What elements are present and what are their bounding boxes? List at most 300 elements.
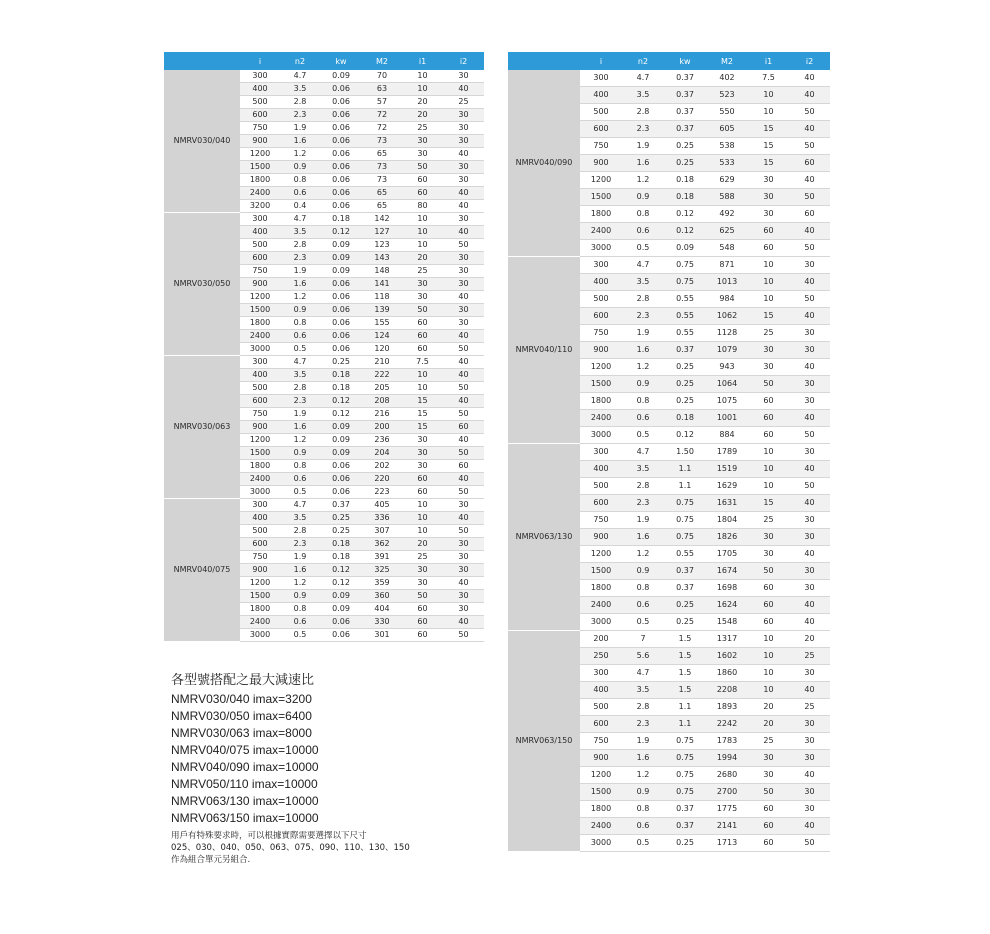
table-cell: 402 [706, 70, 748, 87]
table-cell: 400 [240, 369, 280, 382]
table-cell: 10 [748, 461, 789, 478]
table-cell: 2400 [580, 223, 622, 240]
table-cell: 118 [362, 291, 402, 304]
table-row [164, 356, 484, 369]
table-cell: 0.18 [320, 538, 362, 551]
table-cell: 2.3 [622, 121, 664, 138]
table-cell: 750 [580, 512, 622, 529]
table-cell: 73 [362, 174, 402, 187]
table-cell: 40 [789, 818, 830, 835]
table-cell: 0.18 [320, 551, 362, 564]
table-cell: 1500 [580, 189, 622, 206]
table-cell: 1.9 [622, 138, 664, 155]
table-cell: 60 [402, 603, 443, 616]
table-cell: 0.37 [664, 342, 706, 359]
table-cell: 750 [580, 733, 622, 750]
table-cell: 0.12 [664, 206, 706, 223]
table-cell: 1800 [580, 801, 622, 818]
table-cell: 2400 [240, 473, 280, 486]
table-cell: 1.5 [664, 631, 706, 648]
table-cell: 30 [789, 342, 830, 359]
table-cell: 30 [748, 529, 789, 546]
model-cell: NMRV040/075 [164, 499, 240, 642]
table-cell: 0.5 [622, 240, 664, 257]
table-cell: 40 [789, 597, 830, 614]
table-cell: 0.09 [664, 240, 706, 257]
table-cell: 139 [362, 304, 402, 317]
table-row [164, 213, 484, 226]
table-cell: 2.8 [622, 104, 664, 121]
table-cell: 0.18 [320, 382, 362, 395]
table-cell: 60 [402, 317, 443, 330]
table-cell: 0.25 [320, 512, 362, 525]
table-cell: 301 [362, 629, 402, 642]
table-cell: 1064 [706, 376, 748, 393]
table-cell: 0.06 [320, 83, 362, 96]
table-cell: 1.1 [664, 716, 706, 733]
table-cell: 0.75 [664, 495, 706, 512]
table-cell: 10 [402, 512, 443, 525]
table-cell: 10 [402, 213, 443, 226]
table-cell: 1200 [580, 359, 622, 376]
table-cell: 0.06 [320, 148, 362, 161]
table-cell: 1705 [706, 546, 748, 563]
table-cell: 50 [443, 486, 484, 499]
table-cell: 60 [443, 460, 484, 473]
table-cell: 208 [362, 395, 402, 408]
table-cell: 900 [240, 278, 280, 291]
table-cell: 750 [240, 265, 280, 278]
table-cell: 1800 [580, 580, 622, 597]
table-cell: 0.9 [622, 784, 664, 801]
table-cell: 884 [706, 427, 748, 444]
table-cell: 492 [706, 206, 748, 223]
reduction-table-left [164, 52, 484, 642]
table-cell: 0.37 [664, 563, 706, 580]
table-cell: 10 [748, 87, 789, 104]
table-cell: 40 [789, 767, 830, 784]
table-cell: 0.5 [280, 629, 320, 642]
table-cell: 15 [402, 395, 443, 408]
column-header: kw [664, 52, 706, 70]
table-cell: 0.12 [664, 223, 706, 240]
table-cell: 2242 [706, 716, 748, 733]
table-cell: 40 [443, 512, 484, 525]
table-cell: 0.09 [320, 265, 362, 278]
table-cell: 2400 [240, 616, 280, 629]
table-cell: 40 [443, 148, 484, 161]
table-cell: 1.1 [664, 461, 706, 478]
table-cell: 30 [789, 784, 830, 801]
table-cell: 0.06 [320, 174, 362, 187]
notes-line: NMRV063/130 imax=10000 [171, 794, 319, 808]
table-cell: 200 [362, 421, 402, 434]
table-cell: 600 [240, 109, 280, 122]
table-cell: 1.6 [622, 750, 664, 767]
table-cell: 30 [402, 447, 443, 460]
table-cell: 0.55 [664, 325, 706, 342]
table-cell: 1860 [706, 665, 748, 682]
table-cell: 15 [748, 155, 789, 172]
footnote-line: 用戶有特殊要求時，可以根據實際需要選擇以下尺寸 [171, 831, 367, 841]
table-cell: 50 [402, 590, 443, 603]
table-cell: 0.12 [664, 427, 706, 444]
table-cell: 20 [748, 699, 789, 716]
table-cell: 30 [748, 189, 789, 206]
table-cell: 200 [580, 631, 622, 648]
table-cell: 30 [748, 342, 789, 359]
notes-title: 各型號搭配之最大減速比 [171, 673, 315, 688]
table-cell: 3.5 [280, 512, 320, 525]
table-cell: 3.5 [280, 83, 320, 96]
table-cell: 1800 [240, 317, 280, 330]
table-cell: 0.06 [320, 304, 362, 317]
table-cell: 124 [362, 330, 402, 343]
table-cell: 50 [789, 189, 830, 206]
table-cell: 10 [402, 226, 443, 239]
table-cell: 3200 [240, 200, 280, 213]
table-cell: 1.9 [622, 512, 664, 529]
table-cell: 204 [362, 447, 402, 460]
table-cell: 1631 [706, 495, 748, 512]
table-cell: 0.06 [320, 616, 362, 629]
table-cell: 72 [362, 109, 402, 122]
table-cell: 362 [362, 538, 402, 551]
table-cell: 1200 [240, 291, 280, 304]
model-cell: NMRV030/063 [164, 356, 240, 499]
table-cell: 50 [789, 427, 830, 444]
max-ratio-notes [171, 669, 491, 866]
column-header: i1 [748, 52, 789, 70]
table-cell: 2.3 [622, 716, 664, 733]
table-cell: 0.8 [280, 460, 320, 473]
table-cell: 40 [789, 495, 830, 512]
table-cell: 600 [580, 495, 622, 512]
table-cell: 300 [580, 257, 622, 274]
table-cell: 30 [748, 750, 789, 767]
table-cell: 50 [443, 408, 484, 421]
table-cell: 30 [789, 444, 830, 461]
table-cell: 2.8 [280, 96, 320, 109]
table-cell: 0.6 [280, 473, 320, 486]
table-cell: 30 [748, 546, 789, 563]
table-cell: 0.6 [622, 410, 664, 427]
table-cell: 2400 [240, 187, 280, 200]
table-cell: 50 [789, 240, 830, 257]
table-cell: 0.5 [280, 486, 320, 499]
table-cell: 0.12 [320, 577, 362, 590]
table-cell: 1.2 [280, 291, 320, 304]
table-cell: 10 [748, 682, 789, 699]
table-cell: 0.75 [664, 767, 706, 784]
table-cell: 900 [240, 135, 280, 148]
table-cell: 1.2 [622, 172, 664, 189]
model-cell: NMRV063/150 [508, 631, 580, 852]
table-cell: 1.5 [664, 682, 706, 699]
table-cell: 3.5 [280, 369, 320, 382]
table-cell: 20 [402, 252, 443, 265]
table-cell: 30 [402, 434, 443, 447]
table-cell: 1698 [706, 580, 748, 597]
table-cell: 65 [362, 187, 402, 200]
table-cell: 30 [789, 376, 830, 393]
table-cell: 1548 [706, 614, 748, 631]
table-cell: 629 [706, 172, 748, 189]
table-cell: 155 [362, 317, 402, 330]
table-cell: 1500 [580, 784, 622, 801]
table-cell: 30 [789, 801, 830, 818]
table-cell: 4.7 [622, 665, 664, 682]
table-cell: 40 [789, 172, 830, 189]
table-cell: 10 [748, 104, 789, 121]
table-cell: 1.1 [664, 478, 706, 495]
table-cell: 0.09 [320, 421, 362, 434]
table-cell: 250 [580, 648, 622, 665]
table-cell: 3.5 [622, 682, 664, 699]
table-cell: 25 [402, 122, 443, 135]
column-header: i1 [402, 52, 443, 70]
table-cell: 0.8 [280, 174, 320, 187]
table-cell: 223 [362, 486, 402, 499]
table-cell: 500 [240, 239, 280, 252]
table-cell: 60 [402, 473, 443, 486]
table-cell: 2400 [240, 330, 280, 343]
table-cell: 60 [402, 343, 443, 356]
table-cell: 0.37 [664, 121, 706, 138]
table-cell: 60 [748, 240, 789, 257]
table-cell: 1893 [706, 699, 748, 716]
column-header: M2 [706, 52, 748, 70]
table-cell: 500 [580, 291, 622, 308]
table-cell: 30 [789, 750, 830, 767]
table-cell: 4.7 [280, 356, 320, 369]
table-cell: 0.25 [664, 614, 706, 631]
table-row [508, 257, 830, 274]
table-cell: 300 [240, 213, 280, 226]
table-cell: 30 [443, 317, 484, 330]
table-cell: 40 [443, 616, 484, 629]
table-cell: 0.8 [622, 580, 664, 597]
table-cell: 3.5 [622, 461, 664, 478]
table-cell: 40 [443, 187, 484, 200]
table-cell: 0.8 [622, 393, 664, 410]
table-cell: 1500 [580, 376, 622, 393]
table-cell: 500 [240, 382, 280, 395]
table-cell: 1.50 [664, 444, 706, 461]
table-cell: 600 [240, 538, 280, 551]
table-cell: 0.37 [320, 499, 362, 512]
table-cell: 50 [789, 478, 830, 495]
table-cell: 30 [443, 590, 484, 603]
reduction-table-right [508, 52, 830, 852]
table-cell: 30 [748, 206, 789, 223]
table-cell: 2.8 [280, 382, 320, 395]
table-cell: 550 [706, 104, 748, 121]
table-header [164, 52, 484, 70]
table-cell: 0.75 [664, 733, 706, 750]
table-cell: 60 [748, 597, 789, 614]
table-cell: 0.5 [622, 835, 664, 852]
table-cell: 142 [362, 213, 402, 226]
table-cell: 50 [443, 343, 484, 356]
table-cell: 40 [789, 461, 830, 478]
table-cell: 1800 [580, 393, 622, 410]
table-cell: 30 [443, 213, 484, 226]
table-cell: 1.9 [280, 551, 320, 564]
table-cell: 30 [748, 767, 789, 784]
table-cell: 40 [789, 70, 830, 87]
table-cell: 30 [789, 325, 830, 342]
table-cell: 2208 [706, 682, 748, 699]
table-cell: 30 [402, 460, 443, 473]
table-cell: 50 [443, 629, 484, 642]
table-cell: 0.12 [320, 395, 362, 408]
table-cell: 3.5 [280, 226, 320, 239]
table-cell: 0.25 [664, 376, 706, 393]
table-cell: 0.06 [320, 629, 362, 642]
table-cell: 60 [402, 187, 443, 200]
table-cell: 2.3 [280, 538, 320, 551]
table-cell: 70 [362, 70, 402, 83]
notes-line: NMRV030/050 imax=6400 [171, 709, 312, 723]
table-cell: 50 [789, 104, 830, 121]
table-cell: 750 [580, 138, 622, 155]
table-cell: 20 [789, 631, 830, 648]
table-cell: 50 [748, 563, 789, 580]
table-cell: 1.6 [280, 564, 320, 577]
table-cell: 1826 [706, 529, 748, 546]
table-cell: 30 [443, 499, 484, 512]
table-cell: 40 [443, 83, 484, 96]
table-cell: 30 [443, 265, 484, 278]
table-cell: 1.5 [664, 665, 706, 682]
table-cell: 1500 [240, 447, 280, 460]
table-cell: 0.06 [320, 473, 362, 486]
table-cell: 1013 [706, 274, 748, 291]
table-cell: 0.75 [664, 274, 706, 291]
table-cell: 600 [580, 716, 622, 733]
table-cell: 500 [240, 525, 280, 538]
table-cell: 10 [402, 369, 443, 382]
table-cell: 143 [362, 252, 402, 265]
table-cell: 40 [789, 274, 830, 291]
table-cell: 60 [748, 818, 789, 835]
table-cell: 2.8 [280, 239, 320, 252]
table-cell: 0.25 [664, 138, 706, 155]
table-cell: 3000 [580, 614, 622, 631]
table-cell: 15 [748, 138, 789, 155]
table-cell: 400 [240, 512, 280, 525]
table-cell: 359 [362, 577, 402, 590]
table-cell: 0.06 [320, 278, 362, 291]
table-cell: 30 [443, 538, 484, 551]
table-cell: 25 [748, 512, 789, 529]
table-cell: 500 [580, 699, 622, 716]
table-cell: 30 [748, 172, 789, 189]
table-cell: 50 [402, 161, 443, 174]
table-cell: 0.12 [320, 564, 362, 577]
table-cell: 0.06 [320, 96, 362, 109]
table-cell: 900 [580, 529, 622, 546]
table-cell: 1317 [706, 631, 748, 648]
table-cell: 50 [789, 138, 830, 155]
table-cell: 50 [443, 239, 484, 252]
table-body [508, 70, 830, 852]
table-cell: 40 [789, 223, 830, 240]
table-cell: 123 [362, 239, 402, 252]
table-cell: 600 [240, 252, 280, 265]
table-cell: 60 [748, 410, 789, 427]
table-cell: 900 [580, 342, 622, 359]
table-cell: 30 [443, 122, 484, 135]
table-cell: 210 [362, 356, 402, 369]
table-cell: 30 [443, 564, 484, 577]
table-cell: 10 [748, 631, 789, 648]
table-cell: 40 [443, 395, 484, 408]
table-cell: 2.3 [280, 252, 320, 265]
table-cell: 4.7 [280, 70, 320, 83]
table-cell: 1519 [706, 461, 748, 478]
table-cell: 0.06 [320, 460, 362, 473]
table-cell: 3000 [580, 835, 622, 852]
table-cell: 1713 [706, 835, 748, 852]
table-cell: 15 [748, 121, 789, 138]
table-cell: 0.06 [320, 200, 362, 213]
table-cell: 60 [443, 421, 484, 434]
table-cell: 1075 [706, 393, 748, 410]
table-cell: 0.09 [320, 252, 362, 265]
table-cell: 1602 [706, 648, 748, 665]
table-cell: 1.2 [280, 148, 320, 161]
notes-list [171, 691, 491, 827]
table-cell: 60 [748, 580, 789, 597]
table-cell: 2700 [706, 784, 748, 801]
table-cell: 7.5 [748, 70, 789, 87]
table-cell: 0.18 [664, 172, 706, 189]
table-cell: 30 [443, 135, 484, 148]
table-cell: 7 [622, 631, 664, 648]
table-cell: 65 [362, 148, 402, 161]
table-cell: 30 [443, 278, 484, 291]
table-cell: 1800 [580, 206, 622, 223]
table-cell: 0.18 [320, 213, 362, 226]
table-cell: 0.06 [320, 187, 362, 200]
table-cell: 50 [789, 835, 830, 852]
table-cell: 1200 [240, 434, 280, 447]
table-cell: 2.8 [280, 525, 320, 538]
table-cell: 0.09 [320, 447, 362, 460]
table-cell: 50 [789, 291, 830, 308]
table-cell: 3000 [240, 343, 280, 356]
table-cell: 0.09 [320, 590, 362, 603]
table-cell: 50 [748, 784, 789, 801]
table-cell: 300 [240, 499, 280, 512]
table-cell: 2.3 [280, 109, 320, 122]
table-cell: 4.7 [280, 213, 320, 226]
table-cell: 30 [443, 174, 484, 187]
table-cell: 0.9 [622, 189, 664, 206]
table-cell: 40 [443, 369, 484, 382]
table-cell: 20 [402, 538, 443, 551]
table-cell: 2400 [580, 597, 622, 614]
table-cell: 2.8 [622, 699, 664, 716]
table-cell: 3000 [240, 629, 280, 642]
table-cell: 871 [706, 257, 748, 274]
table-cell: 10 [748, 478, 789, 495]
table-cell: 60 [402, 486, 443, 499]
table-cell: 40 [789, 121, 830, 138]
column-header: i2 [443, 52, 484, 70]
